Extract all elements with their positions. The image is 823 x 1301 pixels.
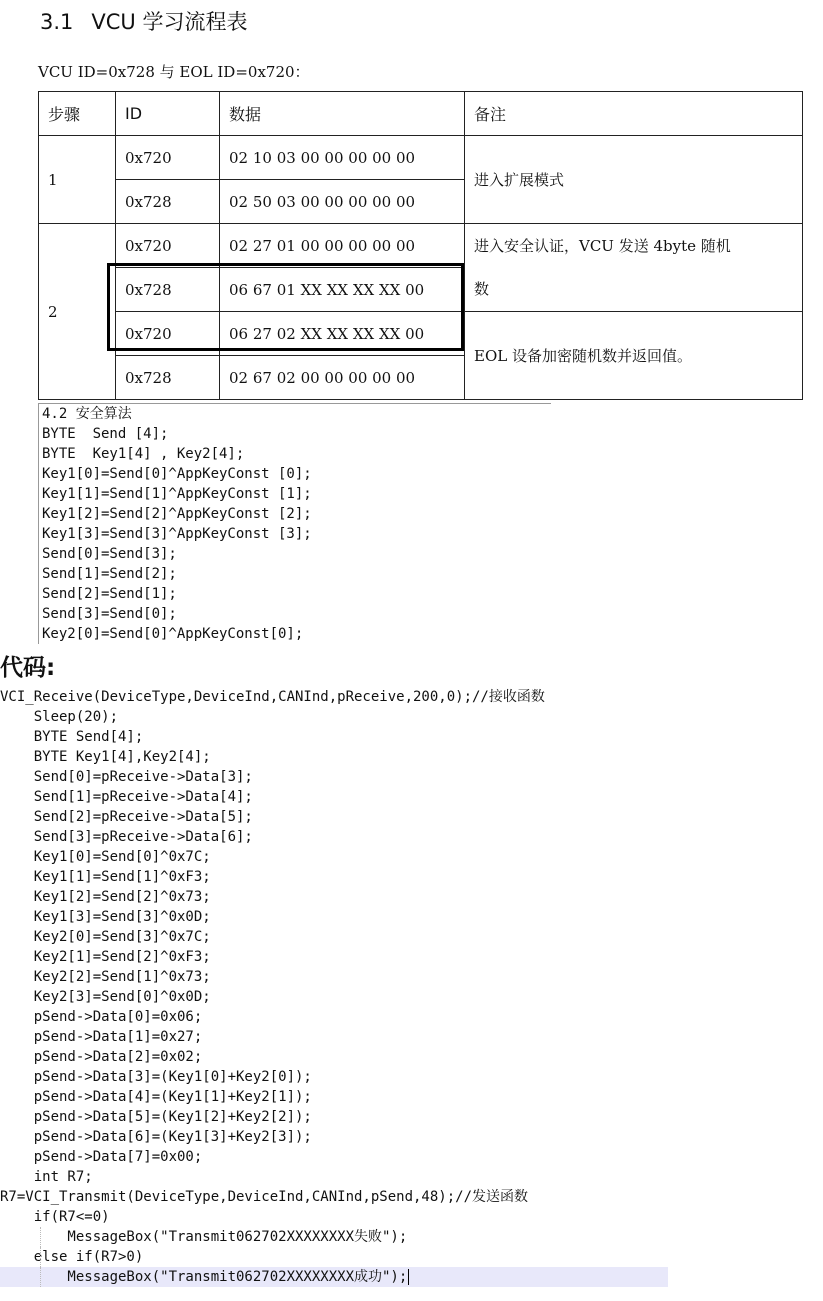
code-text: Key2[2]=Send[1]^0x73; xyxy=(0,969,211,985)
code-text: Send[1]=Send[2]; xyxy=(42,566,177,582)
text-cursor xyxy=(408,1269,409,1285)
algorithm-line xyxy=(39,564,551,584)
code-line[interactable] xyxy=(0,887,823,907)
step-cell: 1 xyxy=(39,136,116,224)
algorithm-line xyxy=(39,604,551,624)
highlight-box xyxy=(107,263,464,351)
code-line[interactable] xyxy=(0,1127,823,1147)
security-algorithm-code xyxy=(38,403,551,644)
data-cell: 02 27 01 00 00 00 00 00 xyxy=(220,224,465,268)
algorithm-line xyxy=(39,544,551,564)
code-text: pSend->Data[5]=(Key1[2]+Key2[2]); xyxy=(0,1109,312,1125)
header-step: 步骤 xyxy=(39,92,116,136)
code-line[interactable] xyxy=(0,687,823,707)
code-text: pSend->Data[3]=(Key1[0]+Key2[0]); xyxy=(0,1069,312,1085)
code-text: MessageBox("Transmit062702XXXXXXXX失败"); xyxy=(0,1229,408,1245)
code-text: MessageBox("Transmit062702XXXXXXXX成功"); xyxy=(0,1269,408,1285)
data-cell: 02 10 03 00 00 00 00 00 xyxy=(220,136,465,180)
code-line[interactable] xyxy=(0,787,823,807)
code-line[interactable] xyxy=(0,847,823,867)
code-text: Key2[0]=Send[3]^0x7C; xyxy=(0,929,211,945)
code-line[interactable] xyxy=(0,967,823,987)
code-text: if(R7<=0) xyxy=(0,1209,110,1225)
code-line[interactable] xyxy=(0,767,823,787)
code-text: Send[1]=pReceive->Data[4]; xyxy=(0,789,253,805)
code-line[interactable] xyxy=(0,1047,823,1067)
code-line[interactable] xyxy=(0,1147,823,1167)
indent-guide xyxy=(40,1247,41,1267)
code-text: Key1[3]=Send[3]^AppKeyConst [3]; xyxy=(42,526,312,542)
code-line[interactable] xyxy=(0,1027,823,1047)
id-cell: 0x720 xyxy=(116,224,220,268)
note-cell: EOL 设备加密随机数并返回值。 xyxy=(465,312,803,400)
step-cell: 2 xyxy=(39,224,116,400)
code-text: Send[3]=Send[0]; xyxy=(42,606,177,622)
code-text: Key1[1]=Send[1]^AppKeyConst [1]; xyxy=(42,486,312,502)
algorithm-line xyxy=(39,464,551,484)
section-number: 3.1 xyxy=(40,10,74,34)
code-text: else if(R7>0) xyxy=(0,1249,144,1265)
table-header-row xyxy=(39,92,803,136)
algorithm-line xyxy=(39,404,551,424)
code-line[interactable] xyxy=(0,987,823,1007)
table-row xyxy=(39,224,803,268)
code-text: R7=VCI_Transmit(DeviceType,DeviceInd,CANInd,pSend,48);//发送函数 xyxy=(0,1189,529,1205)
code-text: Key2[1]=Send[2]^0xF3; xyxy=(0,949,211,965)
code-text: Key1[1]=Send[1]^0xF3; xyxy=(0,869,211,885)
code-text: 4.2 安全算法 xyxy=(42,406,132,422)
algorithm-line xyxy=(39,484,551,504)
section-title: VCU 学习流程表 xyxy=(91,10,248,34)
code-line[interactable] xyxy=(0,747,823,767)
table-row xyxy=(39,136,803,180)
algorithm-line xyxy=(39,424,551,444)
code-line[interactable] xyxy=(0,1247,823,1267)
code-text: pSend->Data[7]=0x00; xyxy=(0,1149,203,1165)
note-cell: 进入扩展模式 xyxy=(465,136,803,224)
data-cell: 06 27 02 XX XX XX XX 00 xyxy=(220,312,465,356)
section-heading xyxy=(40,6,247,36)
code-line[interactable] xyxy=(0,1107,823,1127)
algorithm-line xyxy=(39,504,551,524)
code-text: Send[2]=Send[1]; xyxy=(42,586,177,602)
code-line[interactable] xyxy=(0,1007,823,1027)
note-line: 进入安全认证，VCU 发送 4byte 随机 xyxy=(474,236,731,255)
code-text: Key1[0]=Send[0]^0x7C; xyxy=(0,849,211,865)
code-text: Key1[3]=Send[3]^0x0D; xyxy=(0,909,211,925)
code-line[interactable] xyxy=(0,1087,823,1107)
code-line[interactable] xyxy=(0,927,823,947)
code-line[interactable] xyxy=(0,707,823,727)
algorithm-line xyxy=(39,444,551,464)
code-text: Send[3]=pReceive->Data[6]; xyxy=(0,829,253,845)
note-line: 数 xyxy=(474,279,490,298)
code-text: int R7; xyxy=(0,1169,93,1185)
code-line[interactable] xyxy=(0,867,823,887)
algorithm-line xyxy=(39,624,551,644)
code-text: Key1[2]=Send[2]^0x73; xyxy=(0,889,211,905)
code-line[interactable] xyxy=(0,727,823,747)
indent-guide xyxy=(40,1267,41,1287)
code-line[interactable] xyxy=(0,1167,823,1187)
data-cell: 02 50 03 00 00 00 00 00 xyxy=(220,180,465,224)
code-text: pSend->Data[1]=0x27; xyxy=(0,1029,203,1045)
code-text: Key2[0]=Send[0]^AppKeyConst[0]; xyxy=(42,626,304,642)
code-line[interactable] xyxy=(0,947,823,967)
id-cell: 0x728 xyxy=(116,268,220,312)
code-text: Key1[2]=Send[2]^AppKeyConst [2]; xyxy=(42,506,312,522)
code-text: BYTE Send[4]; xyxy=(0,729,144,745)
code-text: Send[0]=Send[3]; xyxy=(42,546,177,562)
code-line[interactable] xyxy=(0,1067,823,1087)
code-line[interactable] xyxy=(0,1227,823,1247)
id-cell: 0x720 xyxy=(116,136,220,180)
id-cell: 0x728 xyxy=(116,180,220,224)
code-text: pSend->Data[6]=(Key1[3]+Key2[3]); xyxy=(0,1129,312,1145)
code-text: pSend->Data[2]=0x02; xyxy=(0,1049,203,1065)
code-line[interactable] xyxy=(0,1187,823,1207)
code-line[interactable] xyxy=(0,807,823,827)
source-code-editor[interactable] xyxy=(0,687,823,1287)
code-text: Sleep(20); xyxy=(0,709,119,725)
data-cell: 06 67 01 XX XX XX XX 00 xyxy=(220,268,465,312)
vcu-flow-table xyxy=(38,91,803,400)
code-text: BYTE Key1[4] , Key2[4]; xyxy=(42,446,245,462)
code-text: Key1[0]=Send[0]^AppKeyConst [0]; xyxy=(42,466,312,482)
id-cell: 0x720 xyxy=(116,312,220,356)
intro-text: VCU ID=0x728 与 EOL ID=0x720： xyxy=(38,63,310,81)
data-cell: 02 67 02 00 00 00 00 00 xyxy=(220,356,465,400)
code-title: 代码: xyxy=(0,655,56,681)
code-text: VCI_Receive(DeviceType,DeviceInd,CANInd,pReceive,200,0);//接收函数 xyxy=(0,689,545,705)
code-text: BYTE Key1[4],Key2[4]; xyxy=(0,749,211,765)
code-line[interactable] xyxy=(0,907,823,927)
header-data: 数据 xyxy=(220,92,465,136)
algorithm-line xyxy=(39,584,551,604)
id-cell: 0x728 xyxy=(116,356,220,400)
code-text: BYTE Send [4]; xyxy=(42,426,169,442)
indent-guide xyxy=(40,1227,41,1247)
code-line[interactable] xyxy=(0,1267,668,1287)
code-line[interactable] xyxy=(0,1207,823,1227)
algorithm-line xyxy=(39,524,551,544)
header-note: 备注 xyxy=(465,92,803,136)
code-line[interactable] xyxy=(0,827,823,847)
note-cell xyxy=(465,224,803,312)
code-text: pSend->Data[4]=(Key1[1]+Key2[1]); xyxy=(0,1089,312,1105)
code-text: Send[0]=pReceive->Data[3]; xyxy=(0,769,253,785)
code-text: pSend->Data[0]=0x06; xyxy=(0,1009,203,1025)
code-text: Key2[3]=Send[0]^0x0D; xyxy=(0,989,211,1005)
header-id: ID xyxy=(116,92,220,136)
code-text: Send[2]=pReceive->Data[5]; xyxy=(0,809,253,825)
